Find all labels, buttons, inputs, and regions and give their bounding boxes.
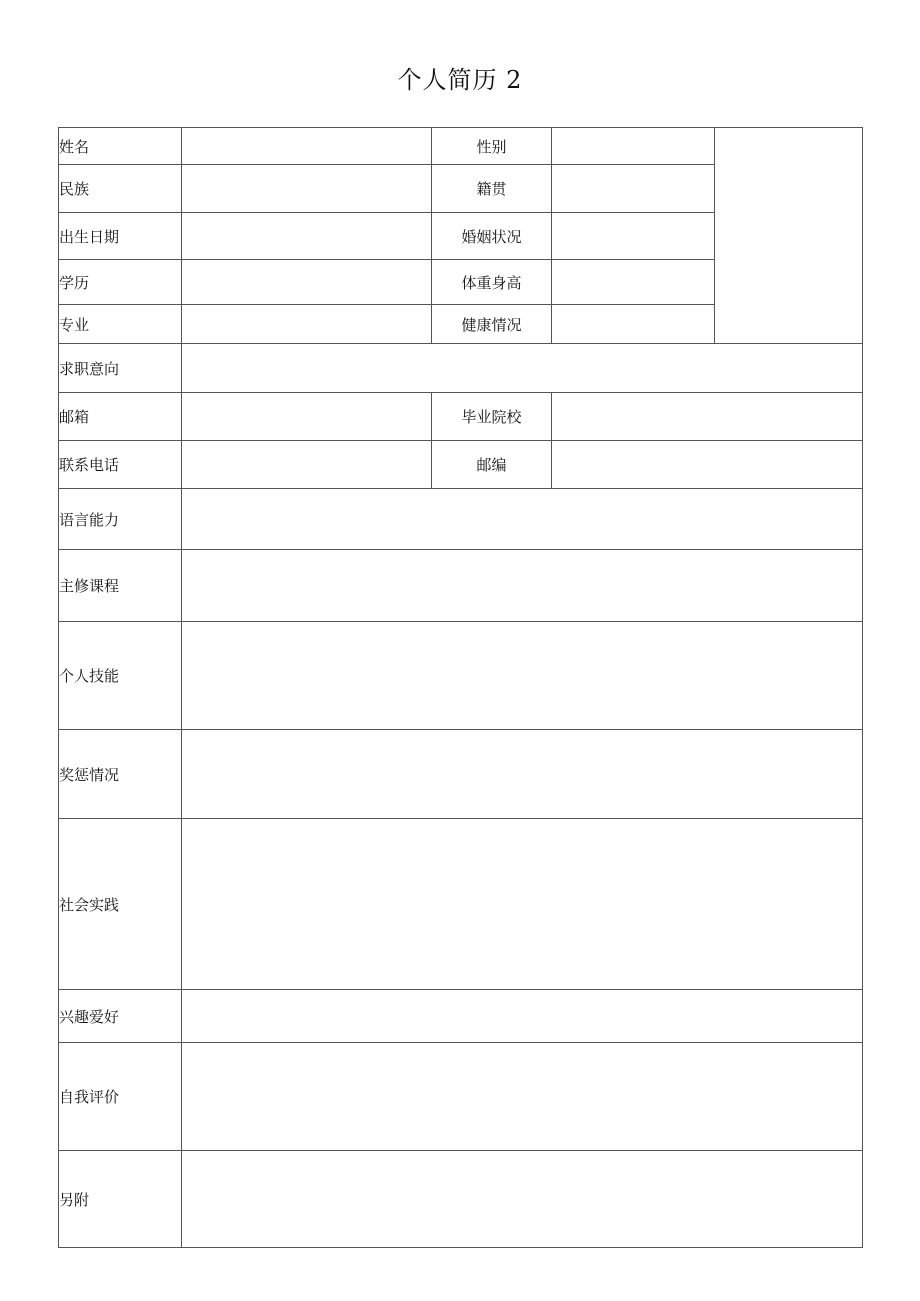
phone-field[interactable] — [182, 441, 432, 489]
label-height-weight: 体重身高 — [432, 260, 552, 305]
social-practice-field[interactable] — [182, 819, 863, 990]
row-social-practice — [59, 819, 863, 990]
self-evaluation-field[interactable] — [182, 1043, 863, 1151]
row-hobbies — [59, 990, 863, 1043]
label-rewards-punishments: 奖惩情况 — [59, 730, 182, 819]
row-self-evaluation — [59, 1043, 863, 1151]
label-graduated-school: 毕业院校 — [432, 393, 552, 441]
label-job-intention: 求职意向 — [59, 344, 182, 393]
resume-table — [58, 127, 863, 1248]
label-language-ability: 语言能力 — [59, 489, 182, 550]
label-attachments: 另附 — [59, 1151, 182, 1248]
label-marital-status: 婚姻状况 — [432, 213, 552, 260]
label-major: 专业 — [59, 305, 182, 344]
label-name: 姓名 — [59, 128, 182, 165]
native-place-field[interactable] — [552, 165, 715, 213]
label-postal-code: 邮编 — [432, 441, 552, 489]
row-attachments — [59, 1151, 863, 1248]
label-gender: 性别 — [432, 128, 552, 165]
row-language-ability — [59, 489, 863, 550]
name-field[interactable] — [182, 128, 432, 165]
row-job-intention — [59, 344, 863, 393]
marital-status-field[interactable] — [552, 213, 715, 260]
main-courses-field[interactable] — [182, 550, 863, 622]
label-phone: 联系电话 — [59, 441, 182, 489]
education-field[interactable] — [182, 260, 432, 305]
label-health: 健康情况 — [432, 305, 552, 344]
label-education: 学历 — [59, 260, 182, 305]
language-ability-field[interactable] — [182, 489, 863, 550]
ethnicity-field[interactable] — [182, 165, 432, 213]
job-intention-field[interactable] — [182, 344, 863, 393]
label-ethnicity: 民族 — [59, 165, 182, 213]
email-field[interactable] — [182, 393, 432, 441]
label-native-place: 籍贯 — [432, 165, 552, 213]
row-phone — [59, 441, 863, 489]
hobbies-field[interactable] — [182, 990, 863, 1043]
label-social-practice: 社会实践 — [59, 819, 182, 990]
health-field[interactable] — [552, 305, 715, 344]
label-main-courses: 主修课程 — [59, 550, 182, 622]
label-email: 邮箱 — [59, 393, 182, 441]
row-name — [59, 128, 863, 165]
height-weight-field[interactable] — [552, 260, 715, 305]
attachments-field[interactable] — [182, 1151, 863, 1248]
photo-box[interactable] — [715, 128, 863, 344]
postal-code-field[interactable] — [552, 441, 863, 489]
graduated-school-field[interactable] — [552, 393, 863, 441]
row-email — [59, 393, 863, 441]
label-self-evaluation: 自我评价 — [59, 1043, 182, 1151]
row-personal-skills — [59, 622, 863, 730]
rewards-punishments-field[interactable] — [182, 730, 863, 819]
label-hobbies: 兴趣爱好 — [59, 990, 182, 1043]
major-field[interactable] — [182, 305, 432, 344]
page-title: 个人简历 2 — [397, 66, 523, 94]
gender-field[interactable] — [552, 128, 715, 165]
birth-date-field[interactable] — [182, 213, 432, 260]
label-birth-date: 出生日期 — [59, 213, 182, 260]
row-rewards-punishments — [59, 730, 863, 819]
row-main-courses — [59, 550, 863, 622]
personal-skills-field[interactable] — [182, 622, 863, 730]
label-personal-skills: 个人技能 — [59, 622, 182, 730]
